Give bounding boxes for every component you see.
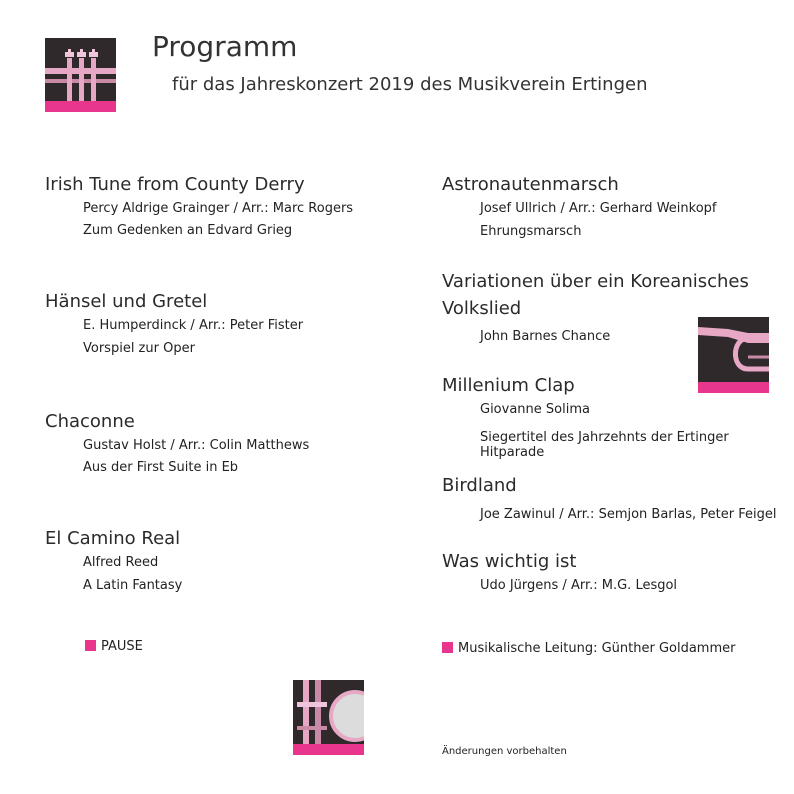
piece-title: Variationen über ein Koreanisches (442, 271, 749, 292)
piece-note: Siegertitel des Jahrzehnts der Ertinger Hitparade (480, 430, 729, 460)
accent-bar (45, 101, 116, 112)
accent-bar (293, 744, 364, 755)
piece-title: Was wichtig ist (442, 551, 577, 572)
piece-title: Astronautenmarsch (442, 174, 619, 195)
piece-note: Vorspiel zur Oper (83, 341, 195, 356)
pause-label: PAUSE (101, 639, 143, 654)
piece-composer: Gustav Holst / Arr.: Colin Matthews (83, 438, 310, 453)
piece-note: Zum Gedenken an Edvard Grieg (83, 223, 293, 238)
conductor-line (442, 641, 735, 656)
trumpet-tubing-icon (293, 680, 364, 744)
piece-composer: Josef Ullrich / Arr.: Gerhard Weinkopf (480, 201, 717, 216)
piece-note: Ehrungsmarsch (480, 224, 582, 239)
page-subtitle: für das Jahreskonzert 2019 des Musikverein Ertingen (172, 74, 648, 95)
piece-note: Aus der First Suite in Eb (83, 460, 239, 475)
piece-title: Hänsel und Gretel (45, 291, 208, 312)
accent-square (442, 642, 453, 653)
piece-composer: Joe Zawinul / Arr.: Semjon Barlas, Peter Feigel (480, 507, 777, 522)
program-item (45, 171, 305, 198)
trumpet-tubing-image (293, 680, 364, 755)
piece-composer: E. Humperdinck / Arr.: Peter Fister (83, 318, 304, 333)
trumpet-valves-icon (45, 38, 116, 101)
conductor-label: Musikalische Leitung: Günther Goldammer (458, 641, 736, 656)
trumpet-bell-image (698, 317, 769, 393)
header-trumpet-image (45, 38, 116, 112)
piece-title-continued: Volkslied (442, 298, 522, 319)
piece-title: Birdland (442, 475, 517, 496)
piece-composer: John Barnes Chance (480, 329, 611, 344)
accent-bar (698, 382, 769, 393)
piece-title: Millenium Clap (442, 375, 575, 396)
piece-composer: Giovanne Solima (480, 402, 590, 417)
piece-note: A Latin Fantasy (83, 578, 183, 593)
piece-title: Irish Tune from County Derry (45, 174, 305, 195)
piece-composer: Udo Jürgens / Arr.: M.G. Lesgol (480, 578, 678, 593)
piece-composer: Alfred Reed (83, 555, 159, 570)
piece-title: El Camino Real (45, 528, 181, 549)
pause-marker (85, 639, 143, 654)
page-title: Programm (152, 30, 298, 63)
piece-title: Chaconne (45, 411, 135, 432)
disclaimer: Änderungen vorbehalten (442, 746, 567, 757)
piece-composer: Percy Aldrige Grainger / Arr.: Marc Rogers (83, 201, 354, 216)
accent-square (85, 640, 96, 651)
trumpet-bell-icon (698, 317, 769, 382)
